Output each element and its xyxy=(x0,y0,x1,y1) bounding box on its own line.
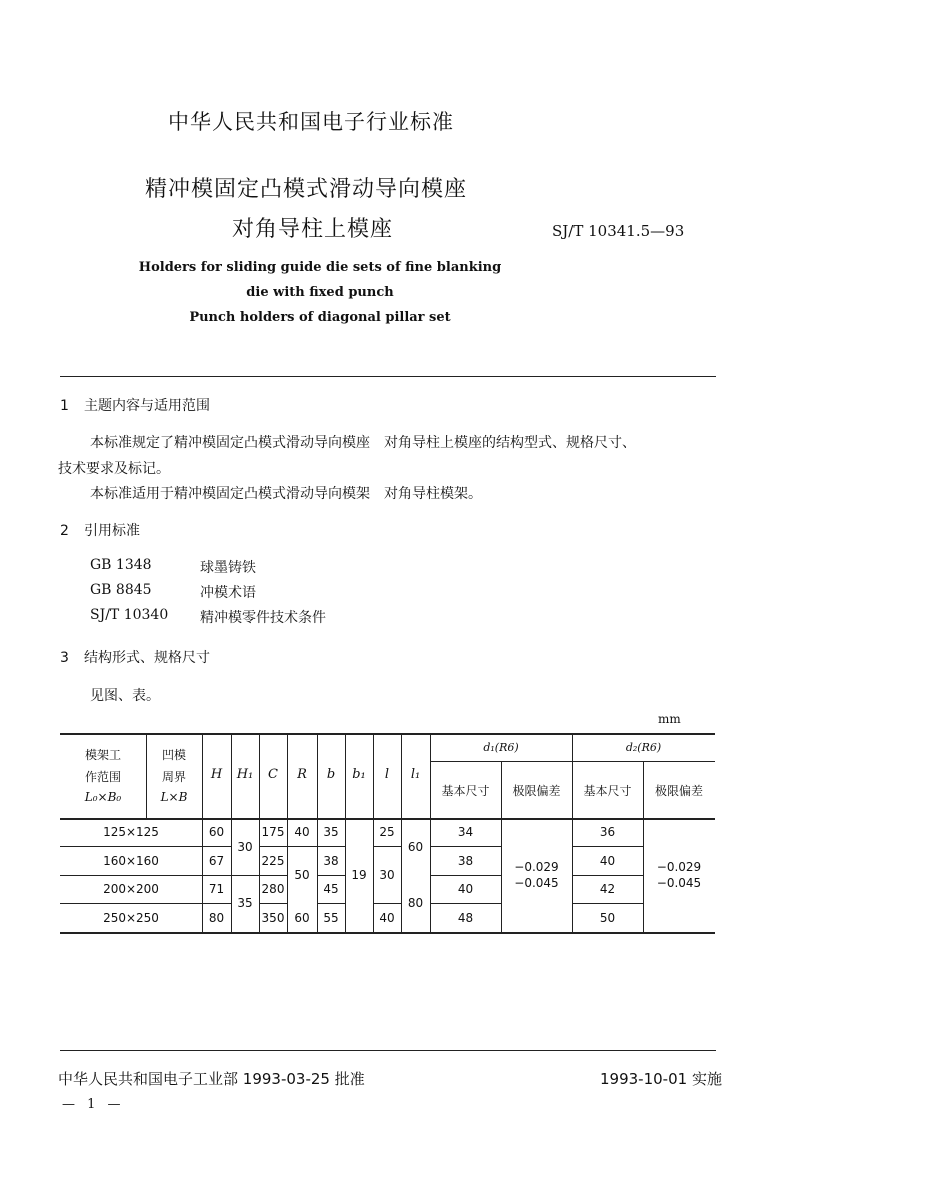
H1-cell: 30 xyxy=(237,840,253,854)
l1-cell: 80 xyxy=(407,896,424,910)
ref-name: 精冲模零件技术条件 xyxy=(200,610,326,626)
d1-basic-cell: 48 xyxy=(457,911,474,925)
R-cell: 40 xyxy=(294,825,310,839)
size-cell: 160×160 xyxy=(103,854,159,868)
l-cell: 25 xyxy=(379,825,395,839)
header-H1: H₁ xyxy=(236,767,254,782)
header-l: l xyxy=(384,767,390,782)
english-title-2: die with fixed punch xyxy=(246,285,394,300)
header-H: H xyxy=(210,767,223,782)
size-cell: 250×250 xyxy=(103,911,159,925)
d2-basic-cell: 36 xyxy=(599,825,616,839)
d1-basic-cell: 34 xyxy=(457,825,474,839)
section-3-heading xyxy=(60,647,210,667)
approval-note: 中华人民共和国电子工业部 1993-03-25 批准 xyxy=(58,1070,365,1088)
d2-basic-cell: 40 xyxy=(599,854,616,868)
d2-deviation-lower: −0.045 xyxy=(656,876,702,890)
l-cell: 30 xyxy=(379,868,395,882)
H-cell: 80 xyxy=(208,911,225,925)
paragraph-1a: 本标准规定了精冲模固定凸模式滑动导向模座 对角导柱上模座的结构型式、规格尺寸、 xyxy=(90,435,636,451)
header-range-3: L₀×B₀ xyxy=(84,790,122,804)
header-l1: l₁ xyxy=(410,767,421,782)
ref-name: 球墨铸铁 xyxy=(200,560,256,576)
l1-cell: 60 xyxy=(407,840,424,854)
header-range-1: 模架工 xyxy=(84,748,121,762)
header-die-1: 凹模 xyxy=(161,748,186,762)
l-cell: 40 xyxy=(379,911,395,925)
bottom-rule xyxy=(60,1050,716,1051)
d1-deviation-lower: −0.045 xyxy=(514,876,559,890)
header-d1-basic: 基本尺寸 xyxy=(441,784,490,798)
size-cell: 125×125 xyxy=(103,825,159,839)
org-header: 中华人民共和国电子行业标准 xyxy=(168,110,454,134)
C-cell: 280 xyxy=(261,882,285,896)
R-cell: 60 xyxy=(294,911,310,925)
C-cell: 350 xyxy=(261,911,285,925)
unit-label: mm xyxy=(658,712,681,726)
ref-code: GB 1348 xyxy=(90,557,152,573)
header-die-3: L×B xyxy=(160,790,188,804)
H-cell: 67 xyxy=(208,854,225,868)
ref-name: 冲模术语 xyxy=(200,585,256,601)
see-figure-note: 见图、表。 xyxy=(90,688,160,704)
header-b1: b₁ xyxy=(352,767,366,782)
english-title-1: Holders for sliding guide die sets of fine blanking xyxy=(138,260,502,275)
R-cell: 50 xyxy=(294,868,310,882)
header-d2-deviation: 极限偏差 xyxy=(654,784,703,798)
title-line-1: 精冲模固定凸模式滑动导向模座 xyxy=(145,177,468,202)
paragraph-2: 本标准适用于精冲模固定凸模式滑动导向模架 对角导柱模架。 xyxy=(90,486,482,502)
section-1-heading xyxy=(60,395,210,415)
page-number: — 1 — xyxy=(62,1097,125,1112)
top-rule xyxy=(60,376,716,377)
section-title: 主题内容与适用范围 xyxy=(84,398,210,414)
section-number: 3 xyxy=(60,650,69,666)
header-d1-deviation: 极限偏差 xyxy=(512,784,561,798)
header-d2: d₂(R6) xyxy=(625,741,662,754)
section-title: 结构形式、规格尺寸 xyxy=(84,650,210,666)
header-b: b xyxy=(326,767,336,782)
section-2-heading xyxy=(60,520,140,540)
header-range-2: 作范围 xyxy=(84,770,121,784)
d1-basic-cell: 38 xyxy=(457,854,474,868)
section-number: 2 xyxy=(60,523,69,539)
d2-basic-cell: 42 xyxy=(599,882,616,896)
H-cell: 60 xyxy=(208,825,225,839)
ref-code: SJ/T 10340 xyxy=(90,607,169,623)
english-title-3: Punch holders of diagonal pillar set xyxy=(189,310,451,325)
header-R: R xyxy=(297,767,307,782)
d2-basic-cell: 50 xyxy=(599,911,616,925)
d2-deviation-upper: −0.029 xyxy=(656,860,702,874)
b1-cell: 19 xyxy=(351,868,367,882)
effective-date: 1993-10-01 实施 xyxy=(600,1070,722,1088)
C-cell: 175 xyxy=(261,825,285,839)
section-title: 引用标准 xyxy=(84,523,140,539)
standard-code: SJ/T 10341.5—93 xyxy=(552,222,685,240)
header-die-2: 周界 xyxy=(161,770,186,784)
ref-code: GB 8845 xyxy=(90,582,152,598)
title-line-2: 对角导柱上模座 xyxy=(232,217,394,242)
b-cell: 38 xyxy=(323,854,339,868)
d1-deviation-upper: −0.029 xyxy=(514,860,559,874)
paragraph-1b: 技术要求及标记。 xyxy=(58,461,170,477)
section-number: 1 xyxy=(60,398,69,414)
header-d1: d₁(R6) xyxy=(483,741,519,754)
H1-cell: 35 xyxy=(237,896,253,910)
d1-basic-cell: 40 xyxy=(457,882,474,896)
b-cell: 35 xyxy=(323,825,339,839)
H-cell: 71 xyxy=(208,882,225,896)
C-cell: 225 xyxy=(261,854,285,868)
header-d2-basic: 基本尺寸 xyxy=(583,784,632,798)
size-cell: 200×200 xyxy=(103,882,159,896)
b-cell: 45 xyxy=(323,882,339,896)
header-C: C xyxy=(268,767,278,782)
b-cell: 55 xyxy=(323,911,339,925)
